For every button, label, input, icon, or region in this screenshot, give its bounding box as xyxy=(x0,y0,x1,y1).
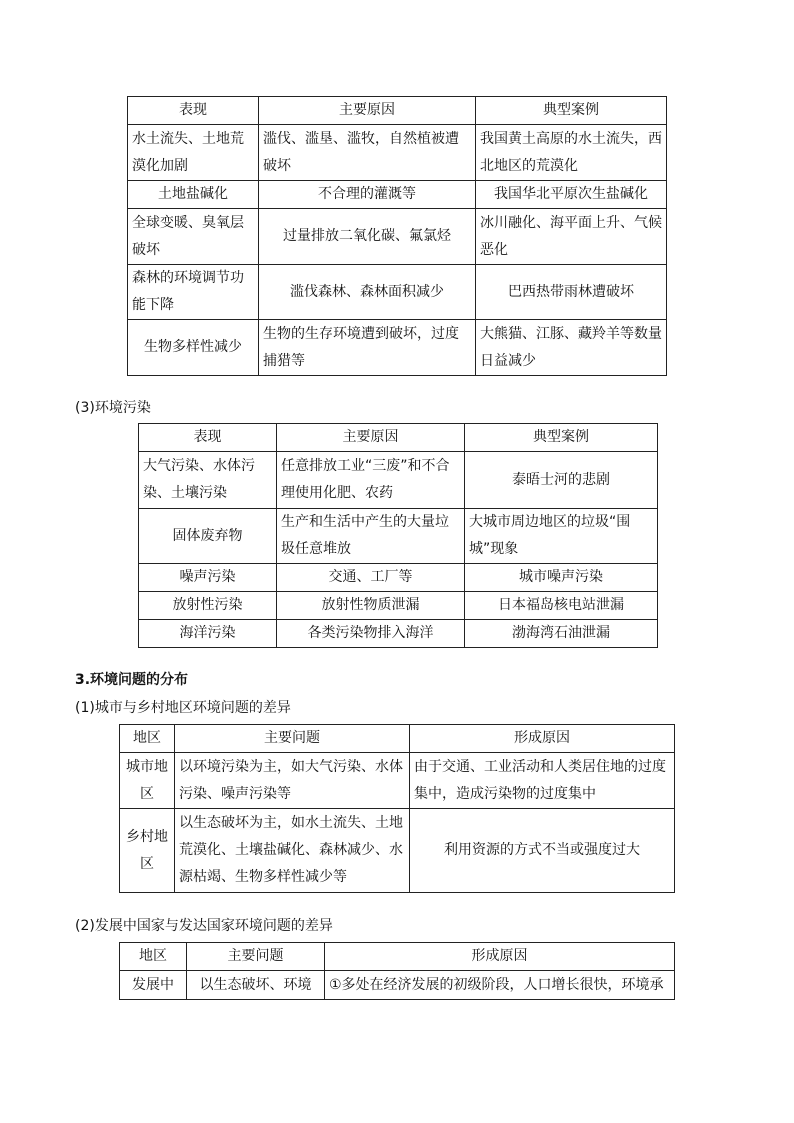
table-row xyxy=(120,753,675,809)
header-cell: 典型案例 xyxy=(476,97,667,125)
table-header-row xyxy=(120,725,675,753)
table-cell: 巴西热带雨林遭破坏 xyxy=(476,265,667,320)
header-cell: 地区 xyxy=(120,943,187,971)
section-heading-countries: (2)发展中国家与发达国家环境问题的差异 xyxy=(75,918,333,934)
table-cell: ①多处在经济发展的初级阶段，人口增长很快，环境承 xyxy=(325,971,675,1000)
table-cell: 城市地区 xyxy=(120,753,175,809)
table-row xyxy=(128,181,667,209)
table-cell: 不合理的灌溉等 xyxy=(259,181,476,209)
table-countries xyxy=(119,942,675,1000)
table-cell: 滥伐、滥垦、滥牧，自然植被遭破坏 xyxy=(259,125,476,181)
table-header-row xyxy=(120,943,675,971)
table-cell: 任意排放工业“三废”和不合理使用化肥、农药 xyxy=(277,452,465,509)
section-title-distribution: 3.环境问题的分布 xyxy=(75,672,189,688)
table-cell: 乡村地区 xyxy=(120,809,175,893)
table-cell: 大气污染、水体污染、土壤污染 xyxy=(139,452,277,509)
header-cell: 主要问题 xyxy=(175,725,410,753)
table-row xyxy=(139,452,658,509)
header-cell: 主要问题 xyxy=(187,943,325,971)
table-cell: 放射性污染 xyxy=(139,592,277,620)
table-cell: 水土流失、土地荒漠化加剧 xyxy=(128,125,259,181)
table-cell: 利用资源的方式不当或强度过大 xyxy=(410,809,675,893)
table-row xyxy=(120,809,675,893)
table-cell: 森林的环境调节功能下降 xyxy=(128,265,259,320)
table-cell: 噪声污染 xyxy=(139,564,277,592)
header-cell: 形成原因 xyxy=(410,725,675,753)
table-row xyxy=(128,265,667,320)
table-cell: 冰川融化、海平面上升、气候恶化 xyxy=(476,209,667,265)
table-cell: 我国黄土高原的水土流失，西北地区的荒漠化 xyxy=(476,125,667,181)
table-cell: 我国华北平原次生盐碱化 xyxy=(476,181,667,209)
table-cell: 以环境污染为主，如大气污染、水体污染、噪声污染等 xyxy=(175,753,410,809)
table-cell: 固体废弃物 xyxy=(139,509,277,564)
table-cell: 过量排放二氧化碳、氟氯烃 xyxy=(259,209,476,265)
table-pollution xyxy=(138,423,658,648)
header-cell: 主要原因 xyxy=(259,97,476,125)
table-cell: 大城市周边地区的垃圾“围城”现象 xyxy=(465,509,658,564)
table-urban-rural xyxy=(119,724,675,893)
table-cell: 交通、工厂等 xyxy=(277,564,465,592)
table-row xyxy=(120,971,675,1000)
table-cell: 渤海湾石油泄漏 xyxy=(465,620,658,648)
section-heading-urban-rural: (1)城市与乡村地区环境问题的差异 xyxy=(75,700,291,716)
table-header-row xyxy=(139,424,658,452)
table-cell: 海洋污染 xyxy=(139,620,277,648)
table-cell: 生物多样性减少 xyxy=(128,320,259,376)
header-cell: 典型案例 xyxy=(465,424,658,452)
table-cell: 放射性物质泄漏 xyxy=(277,592,465,620)
table-cell: 生产和生活中产生的大量垃圾任意堆放 xyxy=(277,509,465,564)
table-header-row xyxy=(128,97,667,125)
header-cell: 地区 xyxy=(120,725,175,753)
header-cell: 主要原因 xyxy=(277,424,465,452)
table-row xyxy=(128,125,667,181)
table-row xyxy=(139,564,658,592)
table-cell: 由于交通、工业活动和人类居住地的过度集中，造成污染物的过度集中 xyxy=(410,753,675,809)
header-cell: 表现 xyxy=(128,97,259,125)
table-row xyxy=(139,592,658,620)
table-cell: 发展中 xyxy=(120,971,187,1000)
table-cell: 大熊猫、江豚、藏羚羊等数量日益减少 xyxy=(476,320,667,376)
table-cell: 滥伐森林、森林面积减少 xyxy=(259,265,476,320)
table-cell: 全球变暖、臭氧层破坏 xyxy=(128,209,259,265)
table-cell: 日本福岛核电站泄漏 xyxy=(465,592,658,620)
table-cell: 以生态破坏、环境 xyxy=(187,971,325,1000)
table-cell: 土地盐碱化 xyxy=(128,181,259,209)
table-cell: 各类污染物排入海洋 xyxy=(277,620,465,648)
table-row xyxy=(139,509,658,564)
table-ecological-damage xyxy=(127,96,667,376)
header-cell: 形成原因 xyxy=(325,943,675,971)
section-heading-pollution: (3)环境污染 xyxy=(75,400,151,416)
table-row xyxy=(128,320,667,376)
table-cell: 以生态破坏为主，如水土流失、土地荒漠化、土壤盐碱化、森林减少、水源枯竭、生物多样性减少等 xyxy=(175,809,410,893)
table-cell: 泰晤士河的悲剧 xyxy=(465,452,658,509)
table-cell: 生物的生存环境遭到破坏，过度捕猎等 xyxy=(259,320,476,376)
table-row xyxy=(139,620,658,648)
header-cell: 表现 xyxy=(139,424,277,452)
table-cell: 城市噪声污染 xyxy=(465,564,658,592)
table-row xyxy=(128,209,667,265)
